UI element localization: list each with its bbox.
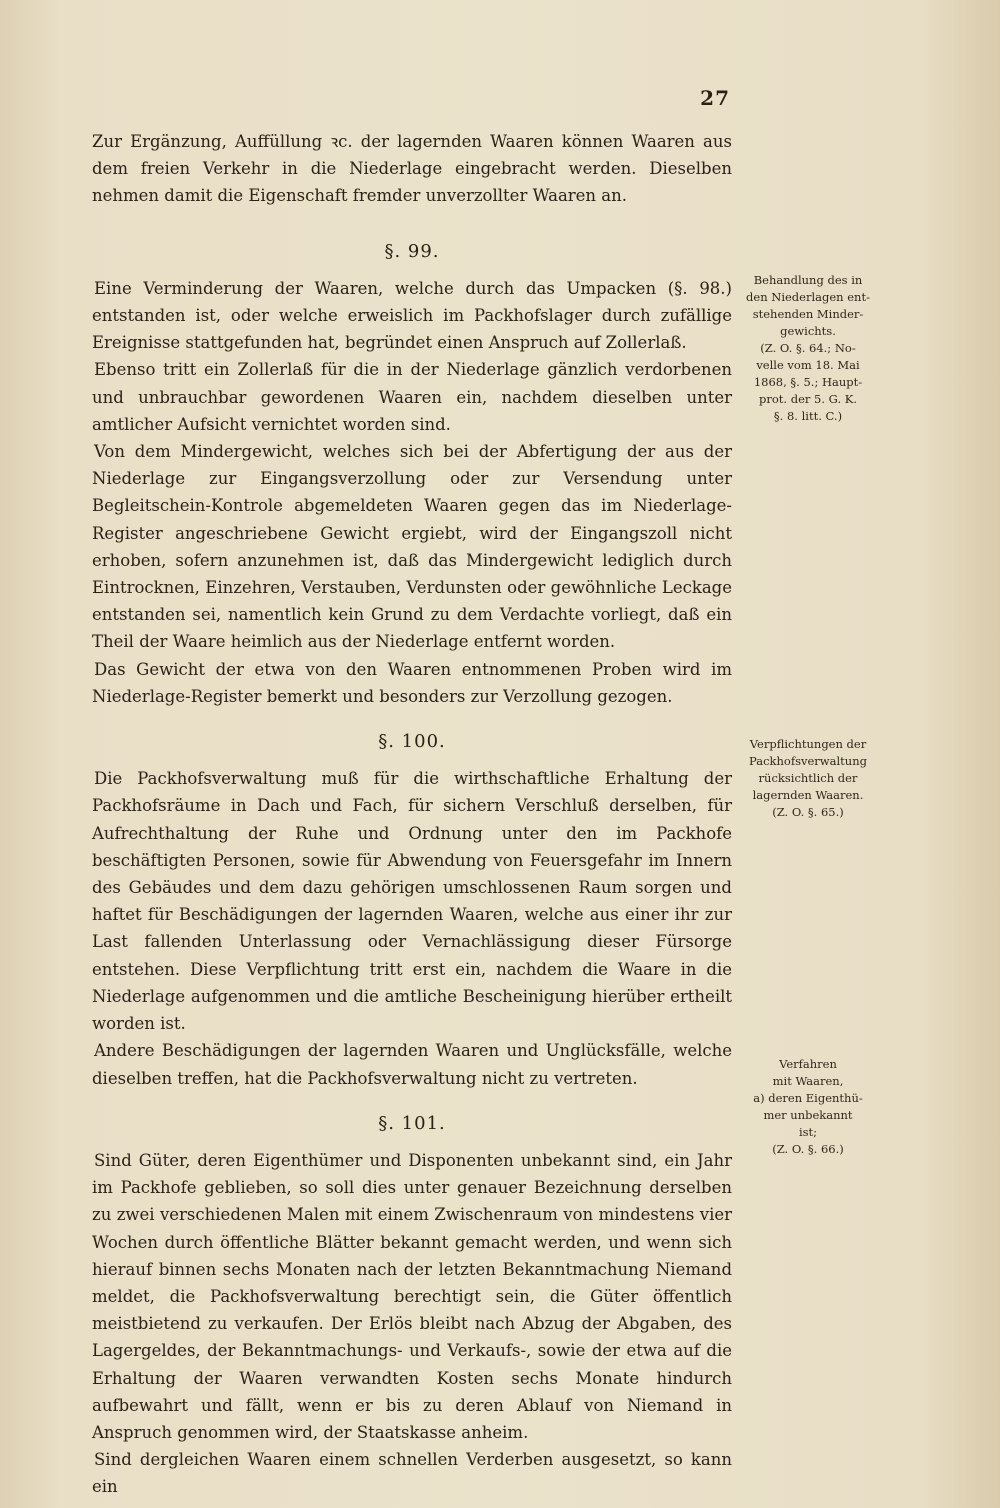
paragraph: Ebenso tritt ein Zollerlaß für die in der Niederlage gänzlich verdorbenen und unbrauchbar gewordenen Waaren ein, nachdem dieselben unter amtlicher Aufsicht vernichtet worden sind. [92,360,732,434]
page-number: 27 [700,86,730,110]
paragraph: Andere Beschädigungen der lagernden Waaren und Unglücksfälle, welche dieselben treffen, hat die Packhofsverwaltung nicht zu vertreten. [92,1041,732,1088]
paragraph: Von dem Mindergewicht, welches sich bei der Abfertigung der aus der Niederlage zur Eingangsverzollung oder zur Versendung unter Begleitschein-Kontrole abgemeldeten Waaren gegen das im Niederlage-Register angeschriebene Gewicht ergiebt, wird der Eingangszoll nicht erhoben, sofern anzunehmen ist, daß das Mindergewicht lediglich durch Eintrocknen, Einzehren, Verstauben, Verdunsten oder gewöhnliche Leckage entstanden sei, namentlich kein Grund zu dem Verdachte vorliegt, daß ein Theil der Waare heimlich aus der Niederlage entfernt worden. [92,442,732,652]
section-heading-101: §. 101. [378,1112,446,1134]
paragraph: Sind dergleichen Waaren einem schnellen Verderben ausgesetzt, so kann ein [92,1450,732,1497]
paragraph: Eine Verminderung der Waaren, welche durch das Umpacken (§. 98.) entstanden ist, oder welche erweislich im Packhofslager durch zufällige Ereignisse stattgefunden hat, begründet einen Anspruch auf Zollerlaß. [92,278,732,353]
margin-note-99: Behandlung des in den Niederlagen ent- stehenden Minder- gewichts. (Z. O. §. 64.; No- velle vom 18. Mai 1868, §. 5.; Haupt- prot. der 5. G. K. §. 8. litt. C.) [746,273,870,423]
paragraph: Die Packhofsverwaltung muß für die wirthschaftliche Erhaltung der Packhofsräume in Dach und Fach, für sichern Verschluß derselben, für Aufrechthaltung der Ruhe und Ordnung unter den im Packhofe beschäftigten Personen, sowie für Abwendung von Feuersgefahr im Innern des Gebäudes und dem dazu gehörigen umschlossenen Raum sorgen und haftet für Beschädigungen der lagernden Waaren, welche aus einer ihr zur Last fallenden Unterlassung oder Vernachlässigung dieser Fürsorge entstehen. Diese Verpflichtung tritt erst ein, nachdem die Waare in die Niederlage aufgenommen und die amtliche Bescheinigung hierüber ertheilt worden ist. [92,769,732,1034]
paragraph: Sind Güter, deren Eigenthümer und Disponenten unbekannt sind, ein Jahr im Packhofe geblieben, so soll dies unter genauer Bezeichnung derselben zu zwei verschiedenen Malen mit einem Zwischenraum von mindestens vier Wochen durch öffentliche Blätter bekannt gemacht werden, und wenn sich hierauf binnen sechs Monaten nach der letzten Bekanntmachung Niemand meldet, die Packhofsverwaltung berechtigt sein, die Güter öffentlich meistbietend zu verkaufen. Der Erlös bleibt nach Abzug der Abgaben, des Lagergeldes, der Bekanntmachungs- und Verkaufs-, sowie der etwa auf die Erhaltung der Waaren verwandten Kosten sechs Monate hindurch aufbewahrt und fällt, wenn er bis zu deren Ablauf von Niemand in Anspruch genommen wird, der Staatskasse anheim. [92,1150,732,1442]
margin-note-101: Verfahren mit Waaren, a) deren Eigenthü- mer unbekannt ist; (Z. O. §. 66.) [753,1057,863,1156]
paragraph: Das Gewicht der etwa von den Waaren entnommenen Proben wird im Niederlage-Register bemerkt und besonders zur Verzollung gezogen. [92,659,732,706]
section-heading-100: §. 100. [378,731,446,753]
main-text-column [92,128,732,1501]
margin-note-100: Verpflichtungen der Packhofsverwaltung rücksichtlich der lagernden Waaren. (Z. O. §. 65.) [749,737,867,819]
section-heading-99: §. 99. [384,240,440,262]
intro-paragraph: Zur Ergänzung, Auffüllung ꝛc. der lagernden Waaren können Waaren aus dem freien Verkehr in die Niederlage eingebracht werden. Dieselben nehmen damit die Eigenschaft fremder unverzollter Waaren an. [92,132,732,206]
